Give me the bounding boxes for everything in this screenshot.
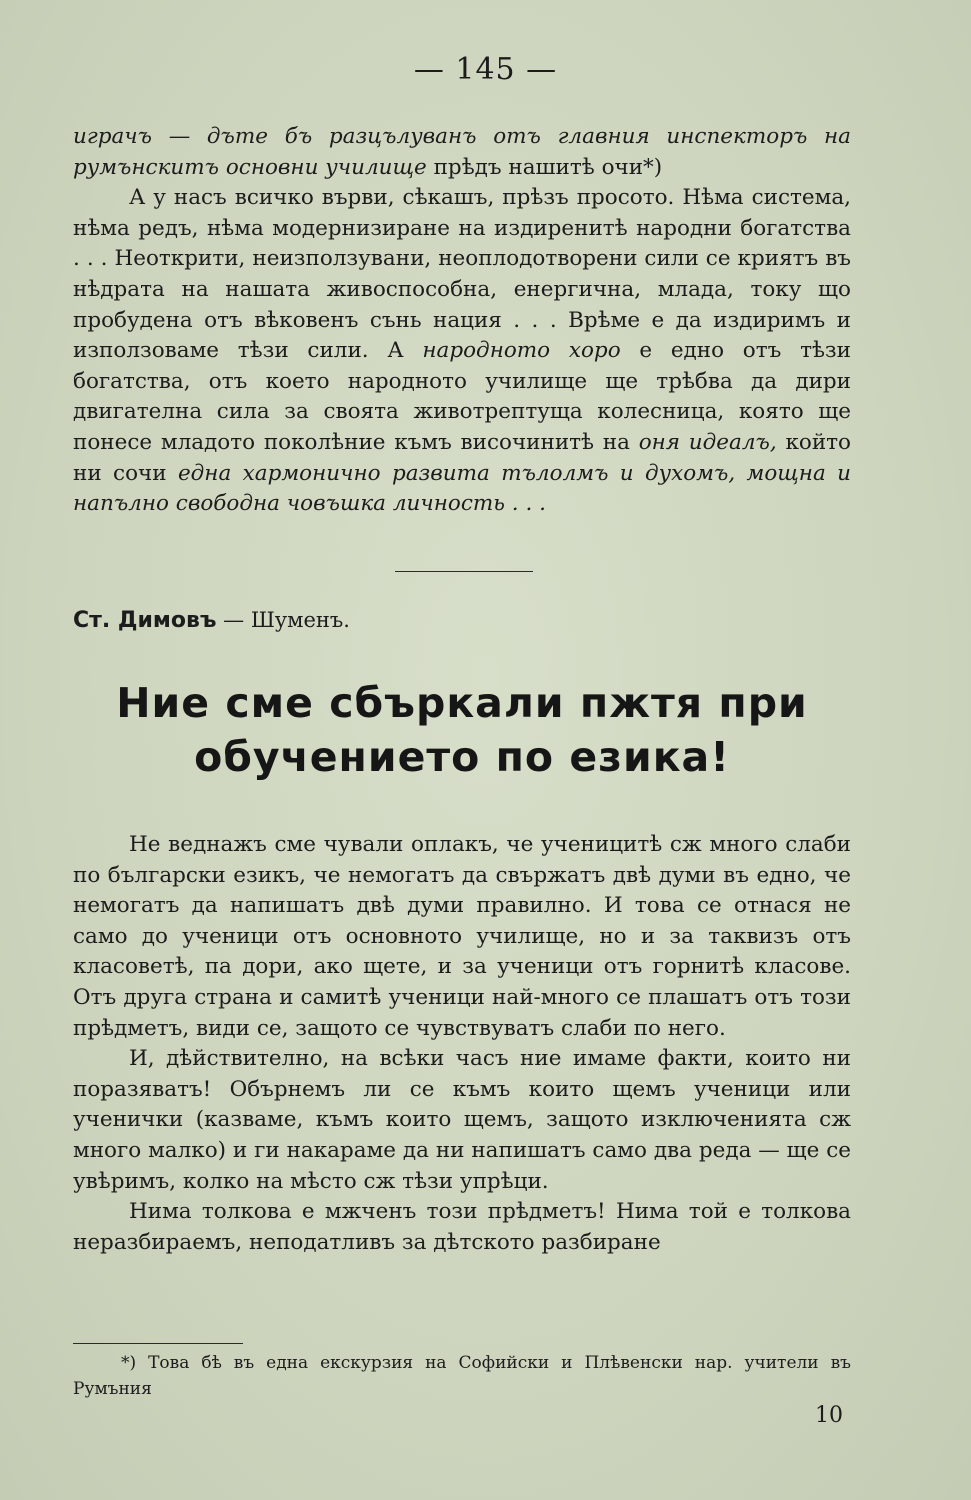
footnote-divider xyxy=(73,1343,243,1344)
italic-text: народното хоро xyxy=(422,338,621,364)
italic-text: една хармонично развита тълолмъ и духомъ, мощна и напълно свободна човъшка личность . . . xyxy=(73,460,852,517)
article-body xyxy=(73,830,851,1258)
signature-mark: 10 xyxy=(815,1403,843,1428)
text: А у насъ всичко върви, сѣкашъ, прѣзъ просото. Нѣма система, нѣма редъ, нѣма модернизиране на издиренитѣ народни богатства . . . Неоткрити, неизползувани, неоплодотворени сили се криятъ въ нѣдрата на нашата живоспособна, енергична, млада, току що пробудена отъ вѣковенъ сънь нация . . . Врѣме е да издиримъ и използоваме тѣзи сили. А xyxy=(73,185,851,364)
article-title: Ние сме сбъркали пжтя при обучението по езика! xyxy=(116,679,808,781)
paragraph: Не веднажъ сме чували оплакъ, че ученицитѣ сж много слаби по български езикъ, че немогатъ да свържатъ двѣ думи въ едно, че немогатъ да напишатъ двѣ думи правилно. И това се отнася не само до ученици отъ основното училище, но и за таквизъ отъ класоветѣ, па дори, ако щете, и за ученици отъ горнитѣ класове. Отъ друга страна и самитѣ ученици най-много се плашатъ отъ този прѣдметъ, види се, защото се чувствуватъ слаби по него. xyxy=(73,832,851,1041)
author-name: Ст. Димовъ xyxy=(73,608,217,633)
text: прѣдъ нашитѣ очи*) xyxy=(426,154,663,180)
italic-text: оня идеалъ, xyxy=(638,429,777,455)
footnote xyxy=(73,1350,851,1402)
paragraph xyxy=(73,183,851,520)
author-place: — Шуменъ. xyxy=(216,608,350,632)
continued-section xyxy=(73,122,851,520)
footnote-text: *) Това бѣ въ една екскурзия на Софийски и Плѣвенски нар. учители въ Румъния xyxy=(73,1353,851,1399)
text: е едно отъ тѣзи богатства, отъ което народното училище ще трѣбва да дири двигателна сила за своята животрептуща колесница, която ще понесе младото поколѣние къмъ височинитѣ на xyxy=(73,338,851,455)
paragraph: И, дѣйствително, на всѣки часъ ние имаме факти, които ни поразяватъ! Обърнемъ ли се къмъ които щемъ ученици или ученички (казваме, къмъ които щемъ, защото изключенията сж много малко) и ги накараме да ни напишатъ само два реда — ще се увѣримъ, колко на мѣсто сж тѣзи упрѣци. xyxy=(73,1046,851,1194)
italic-text: играчъ — дъте бъ разцълуванъ отъ главния инспекторъ на румънскитъ основни училище xyxy=(73,124,851,180)
paragraph xyxy=(73,122,851,183)
paragraph: Нима толкова е мжченъ този прѣдметъ! Нима той е толкова неразбираемъ, неподатливъ за дѣтското разбиране xyxy=(73,1199,851,1255)
page-number: — 145 — xyxy=(413,52,558,87)
byline xyxy=(73,608,350,633)
section-divider xyxy=(395,571,533,572)
text: който ни сочи xyxy=(73,429,851,486)
